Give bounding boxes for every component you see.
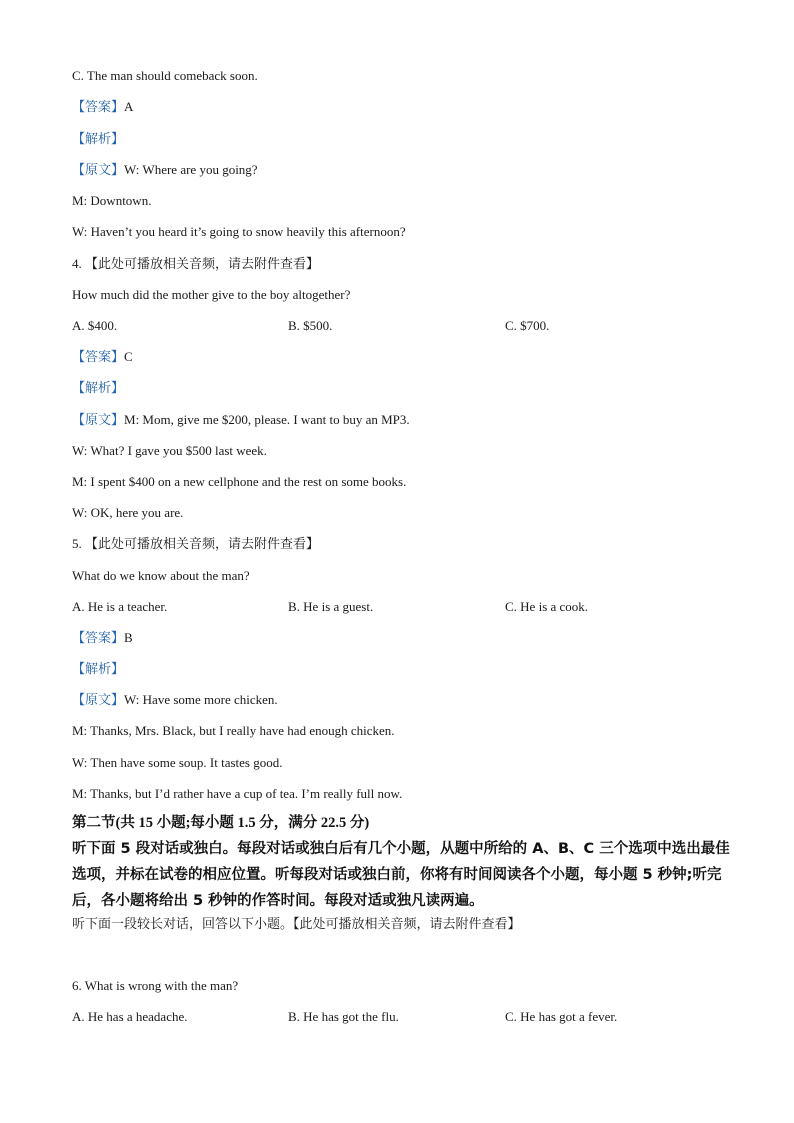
transcript-text: W: Where are you going? <box>124 162 258 177</box>
answer-tag: 【答案】 <box>72 349 125 364</box>
q3-transcript-2: M: Downtown. <box>72 193 152 208</box>
q5-header[interactable]: 5. 【此处可播放相关音频，请去附件查看】 <box>72 536 320 551</box>
q6-question: 6. What is wrong with the man? <box>72 978 239 993</box>
q4-transcript-3: M: I spent $400 on a new cellphone and the rest on some books. <box>72 474 407 489</box>
q5-analysis-tag: 【解析】 <box>72 661 125 676</box>
q5-transcript-4: M: Thanks, but I’d rather have a cup of tea. I’m really full now. <box>72 786 403 801</box>
q4-analysis-tag: 【解析】 <box>72 380 125 395</box>
q4-options <box>72 318 732 334</box>
q4-option-a: A. $400. <box>72 318 118 333</box>
transcript-text: W: Have some more chicken. <box>124 692 278 707</box>
q4-question: How much did the mother give to the boy altogether? <box>72 287 351 302</box>
q5-transcript-1 <box>72 692 278 708</box>
q6-option-c: C. He has got a fever. <box>505 1009 618 1024</box>
source-tag: 【原文】 <box>72 162 125 177</box>
q3-transcript-1 <box>72 162 258 178</box>
source-tag: 【原文】 <box>72 692 125 707</box>
answer-tag: 【答案】 <box>72 99 125 114</box>
q4-transcript-1 <box>72 412 410 428</box>
q4-header[interactable]: 4. 【此处可播放相关音频，请去附件查看】 <box>72 256 320 271</box>
q6-options <box>72 1009 732 1025</box>
q5-transcript-3: W: Then have some soup. It tastes good. <box>72 755 283 770</box>
q4-transcript-4: W: OK, here you are. <box>72 505 184 520</box>
section-instructions: 听下面 5 段对话或独白。每段对话或独白后有几个小题，从题中所给的 A、B、C 三个选项中选出最佳选项，并标在试卷的相应位置。听每段对话或独白前，你将有时间阅读各个小题，每小题 5 秒钟;听完后，各小题将给出 5 秒钟的作答时间。每段对适或独凡读两遍。 <box>72 841 730 909</box>
answer-value: C <box>124 349 133 364</box>
q4-option-b: B. $500. <box>288 318 333 333</box>
q5-option-a: A. He is a teacher. <box>72 599 168 614</box>
q5-transcript-2: M: Thanks, Mrs. Black, but I really have had enough chicken. <box>72 723 395 738</box>
section-2 <box>72 810 732 914</box>
q5-options <box>72 599 732 615</box>
q3-option-c: C. The man should comeback soon. <box>72 68 258 83</box>
q6-option-b: B. He has got the flu. <box>288 1009 399 1024</box>
source-tag: 【原文】 <box>72 412 125 427</box>
q3-transcript-3: W: Haven’t you heard it’s going to snow heavily this afternoon? <box>72 224 406 239</box>
q3-answer <box>72 99 133 115</box>
q3-analysis-tag: 【解析】 <box>72 131 125 146</box>
q5-option-b: B. He is a guest. <box>288 599 374 614</box>
q4-transcript-2: W: What? I gave you $500 last week. <box>72 443 267 458</box>
q4-option-c: C. $700. <box>505 318 550 333</box>
answer-value: A <box>124 99 134 114</box>
q5-question: What do we know about the man? <box>72 568 250 583</box>
q5-answer <box>72 630 133 646</box>
q4-answer <box>72 349 133 365</box>
q5-option-c: C. He is a cook. <box>505 599 589 614</box>
answer-tag: 【答案】 <box>72 630 125 645</box>
section-heading: 第二节(共 15 小题;每小题 1.5 分，满分 22.5 分) <box>72 815 370 831</box>
q6-option-a: A. He has a headache. <box>72 1009 188 1024</box>
listen-note[interactable]: 听下面一段较长对话，回答以下小题。【此处可播放相关音频，请去附件查看】 <box>72 916 521 931</box>
transcript-text: M: Mom, give me $200, please. I want to buy an MP3. <box>124 412 410 427</box>
answer-value: B <box>124 630 133 645</box>
